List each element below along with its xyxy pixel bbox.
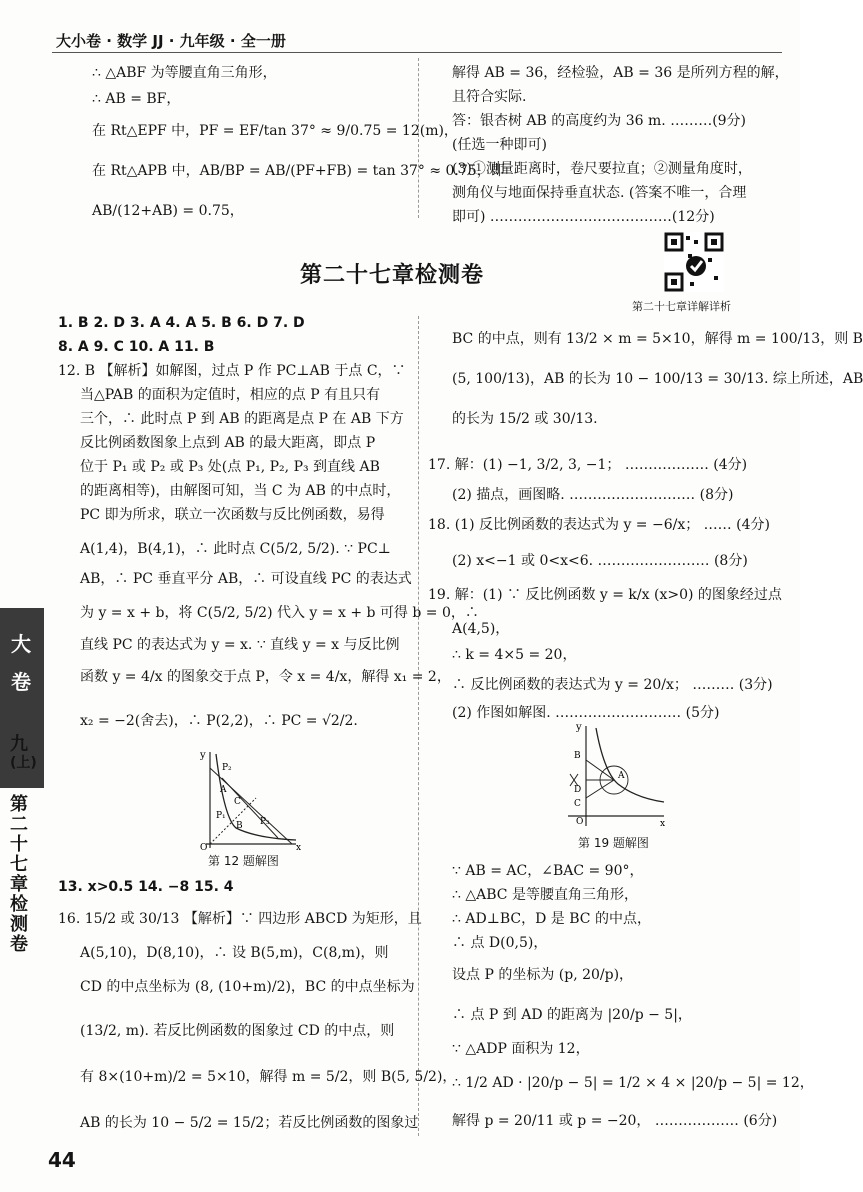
- text-line: ∵ AB = AC，∠BAC = 90°，: [452, 863, 644, 879]
- line-ab: [210, 768, 292, 844]
- fig19-label: C: [574, 799, 581, 809]
- text-line: 函数 y = 4/x 的图象交于点 P，令 x = 4/x，解得 x₁ = 2，: [80, 669, 451, 685]
- side-chapter-char: 检: [10, 894, 28, 915]
- text-line: 16. 15/2 或 30/13 【解析】∵ 四边形 ABCD 为矩形，且: [58, 911, 422, 927]
- text-line: (3)①测量距离时，卷尺要拉直；②测量角度时，: [452, 161, 752, 177]
- side-grade-char: (上): [10, 755, 37, 771]
- text-line: 在 Rt△EPF 中，PF = EF/tan 37° ≈ 9/0.75 = 12(m)，: [92, 123, 458, 139]
- text-line: 解得 AB = 36，经检验，AB = 36 是所列方程的解，: [452, 65, 789, 81]
- fig12-label: x: [296, 843, 302, 853]
- text-line: PC 即为所求，联立一次函数与反比例函数，易得: [80, 507, 385, 523]
- fig12-label: O: [200, 843, 208, 853]
- text-line: 答：银杏树 AB 的高度约为 36 m. ………(9分): [452, 113, 747, 129]
- page-number: 44: [48, 1148, 76, 1172]
- text-line: 的长为 15/2 或 30/13.: [452, 411, 598, 427]
- text-line: ∴ △ABC 是等腰直角三角形，: [452, 887, 638, 903]
- side-chapter-char: 章: [10, 874, 28, 895]
- chapter-title: 第二十七章检测卷: [300, 263, 485, 288]
- text-line: A(4,5)，: [452, 621, 510, 637]
- header-rule: [52, 52, 782, 53]
- text-line: ∴ 点 P 到 AD 的距离为 |20/p − 5|，: [452, 1007, 692, 1023]
- text-line: (2) 描点，画图略. ……………………… (8分): [452, 487, 734, 503]
- text-line: 解得 p = 20/11 或 p = −20， ……………… (6分): [452, 1113, 778, 1129]
- answers-13-15: 13. x>0.5 14. −8 15. 4: [58, 879, 234, 895]
- fig19-label: x: [660, 819, 666, 829]
- text-line: 12. B 【解析】如解图，过点 P 作 PC⊥AB 于点 C，∵: [58, 363, 406, 379]
- side-tab-char: 大: [11, 632, 31, 656]
- text-line: 17. 解：(1) −1, 3/2, 3, −1； ……………… (4分): [428, 457, 748, 473]
- text-line: 反比例函数图象上点到 AB 的最大距离，即点 P: [80, 435, 376, 451]
- fig12-label: A: [220, 785, 227, 795]
- fig19-label: D: [574, 785, 582, 795]
- fig19-label: A: [618, 771, 625, 781]
- text-line: ∴ △ABF 为等腰直角三角形，: [92, 65, 277, 81]
- text-line: AB 的长为 10 − 5/2 = 15/2；若反比例函数的图象过: [80, 1115, 419, 1131]
- text-line: 19. 解：(1) ∵ 反比例函数 y = k/x (x>0) 的图象经过点: [428, 587, 782, 603]
- figure-19: [560, 722, 670, 830]
- side-chapter-char: 卷: [10, 934, 28, 955]
- fig19-label: y: [576, 722, 582, 733]
- text-line: 的距离相等)，由解图可知，当 C 为 AB 的中点时，: [80, 483, 401, 499]
- text-line: ∴ 点 D(0,5)，: [452, 935, 548, 951]
- side-chapter-char: 十: [10, 834, 28, 855]
- text-line: 位于 P₁ 或 P₂ 或 P₃ 处(点 P₁, P₂, P₃ 到直线 AB: [80, 459, 380, 475]
- fig12-label: y: [200, 750, 206, 761]
- line-parallel: [222, 778, 278, 838]
- text-line: 18. (1) 反比例函数的表达式为 y = −6/x； …… (4分): [428, 517, 770, 533]
- fig12-label: B: [236, 821, 243, 831]
- text-line: A(5,10)，D(8,10)，∴ 设 B(5,m)，C(8,m)，则: [80, 945, 389, 961]
- figure-12: [196, 748, 306, 852]
- text-line: (13/2, m). 若反比例函数的图象过 CD 的中点，则: [80, 1023, 395, 1039]
- hyperbola-curve: [596, 728, 664, 802]
- header-title: 大小卷 · 数学 JJ · 九年级 · 全一册: [56, 32, 286, 50]
- text-line: x₂ = −2(舍去)，∴ P(2,2)，∴ PC = √2/2.: [80, 713, 358, 729]
- text-line: 设点 P 的坐标为 (p, 20/p)，: [452, 967, 634, 983]
- text-line: (任选一种即可): [452, 137, 547, 153]
- fig19-label: B: [574, 751, 581, 761]
- qr-code-icon[interactable]: [664, 232, 724, 292]
- text-line: 有 8×(10+m)/2 = 5×10，解得 m = 5/2，则 B(5, 5/2)，: [80, 1069, 457, 1085]
- text-line: ∴ 反比例函数的表达式为 y = 20/x； ……… (3分): [452, 677, 773, 693]
- text-line: ∴ k = 4×5 = 20，: [452, 647, 577, 663]
- text-line: ∴ AB = BF，: [92, 91, 181, 107]
- text-line: CD 的中点坐标为 (8, (10+m)/2)，BC 的中点坐标为: [80, 979, 415, 995]
- text-line: ∴ 1/2 AD · |20/p − 5| = 1/2 × 4 × |20/p − 5| = 12，: [452, 1075, 814, 1091]
- side-tab-char: 卷: [11, 670, 31, 694]
- text-line: 直线 PC 的表达式为 y = x. ∵ 直线 y = x 与反比例: [80, 637, 400, 653]
- text-line: 当△PAB 的面积为定值时，相应的点 P 有且只有: [80, 387, 381, 403]
- fig19-label: O: [576, 817, 584, 827]
- text-line: (5, 100/13)，AB 的长为 10 − 100/13 = 30/13. 综上所述，AB: [452, 371, 863, 387]
- fig12-caption: 第 12 题解图: [208, 854, 279, 868]
- text-line: 三个，∴ 此时点 P 到 AB 的距离是点 P 在 AB 下方: [80, 411, 404, 427]
- fig12-label: C: [234, 797, 241, 807]
- fig12-label: P₂: [222, 763, 232, 773]
- column-divider-main: [418, 316, 420, 1136]
- side-chapter-char: 测: [10, 914, 28, 935]
- side-grade-char: 九: [10, 734, 28, 755]
- text-line: 测角仪与地面保持垂直状态. (答案不唯一，合理: [452, 185, 747, 201]
- text-line: AB/(12+AB) = 0.75，: [92, 203, 244, 219]
- text-line: (2) 作图如解图. ……………………… (5分): [452, 705, 720, 721]
- side-chapter-char: 第: [10, 794, 28, 815]
- text-line: 即可) …………………………………(12分): [452, 209, 715, 225]
- fig12-label: P₃: [260, 817, 270, 827]
- text-line: A(1,4)，B(4,1)，∴ 此时点 C(5/2, 5/2). ∵ PC⊥: [80, 541, 391, 557]
- fig12-label: P₁: [216, 811, 226, 821]
- text-line: (2) x<−1 或 0<x<6. …………………… (8分): [452, 553, 748, 569]
- text-line: BC 的中点，则有 13/2 × m = 5×10，解得 m = 100/13，则 B: [452, 331, 863, 347]
- text-line: 在 Rt△APB 中，AB/BP = AB/(PF+FB) = tan 37° ≈ 0.75，即: [92, 163, 505, 179]
- text-line: ∵ △ADP 面积为 12，: [452, 1041, 590, 1057]
- answers-1-7: 1. B 2. D 3. A 4. A 5. B 6. D 7. D: [58, 315, 305, 331]
- fig19-caption: 第 19 题解图: [578, 836, 649, 850]
- text-line: 为 y = x + b，将 C(5/2, 5/2) 代入 y = x + b 可得 b = 0，∴: [80, 605, 479, 621]
- side-chapter-char: 二: [10, 814, 28, 835]
- answers-8-11: 8. A 9. C 10. A 11. B: [58, 339, 215, 355]
- text-line: ∴ AD⊥BC，D 是 BC 的中点，: [452, 911, 651, 927]
- side-chapter-char: 七: [10, 854, 28, 875]
- qr-caption: 第二十七章详解详析: [632, 300, 731, 313]
- text-line: AB，∴ PC 垂直平分 AB，∴ 可设直线 PC 的表达式: [80, 571, 412, 587]
- text-line: 且符合实际.: [452, 89, 527, 105]
